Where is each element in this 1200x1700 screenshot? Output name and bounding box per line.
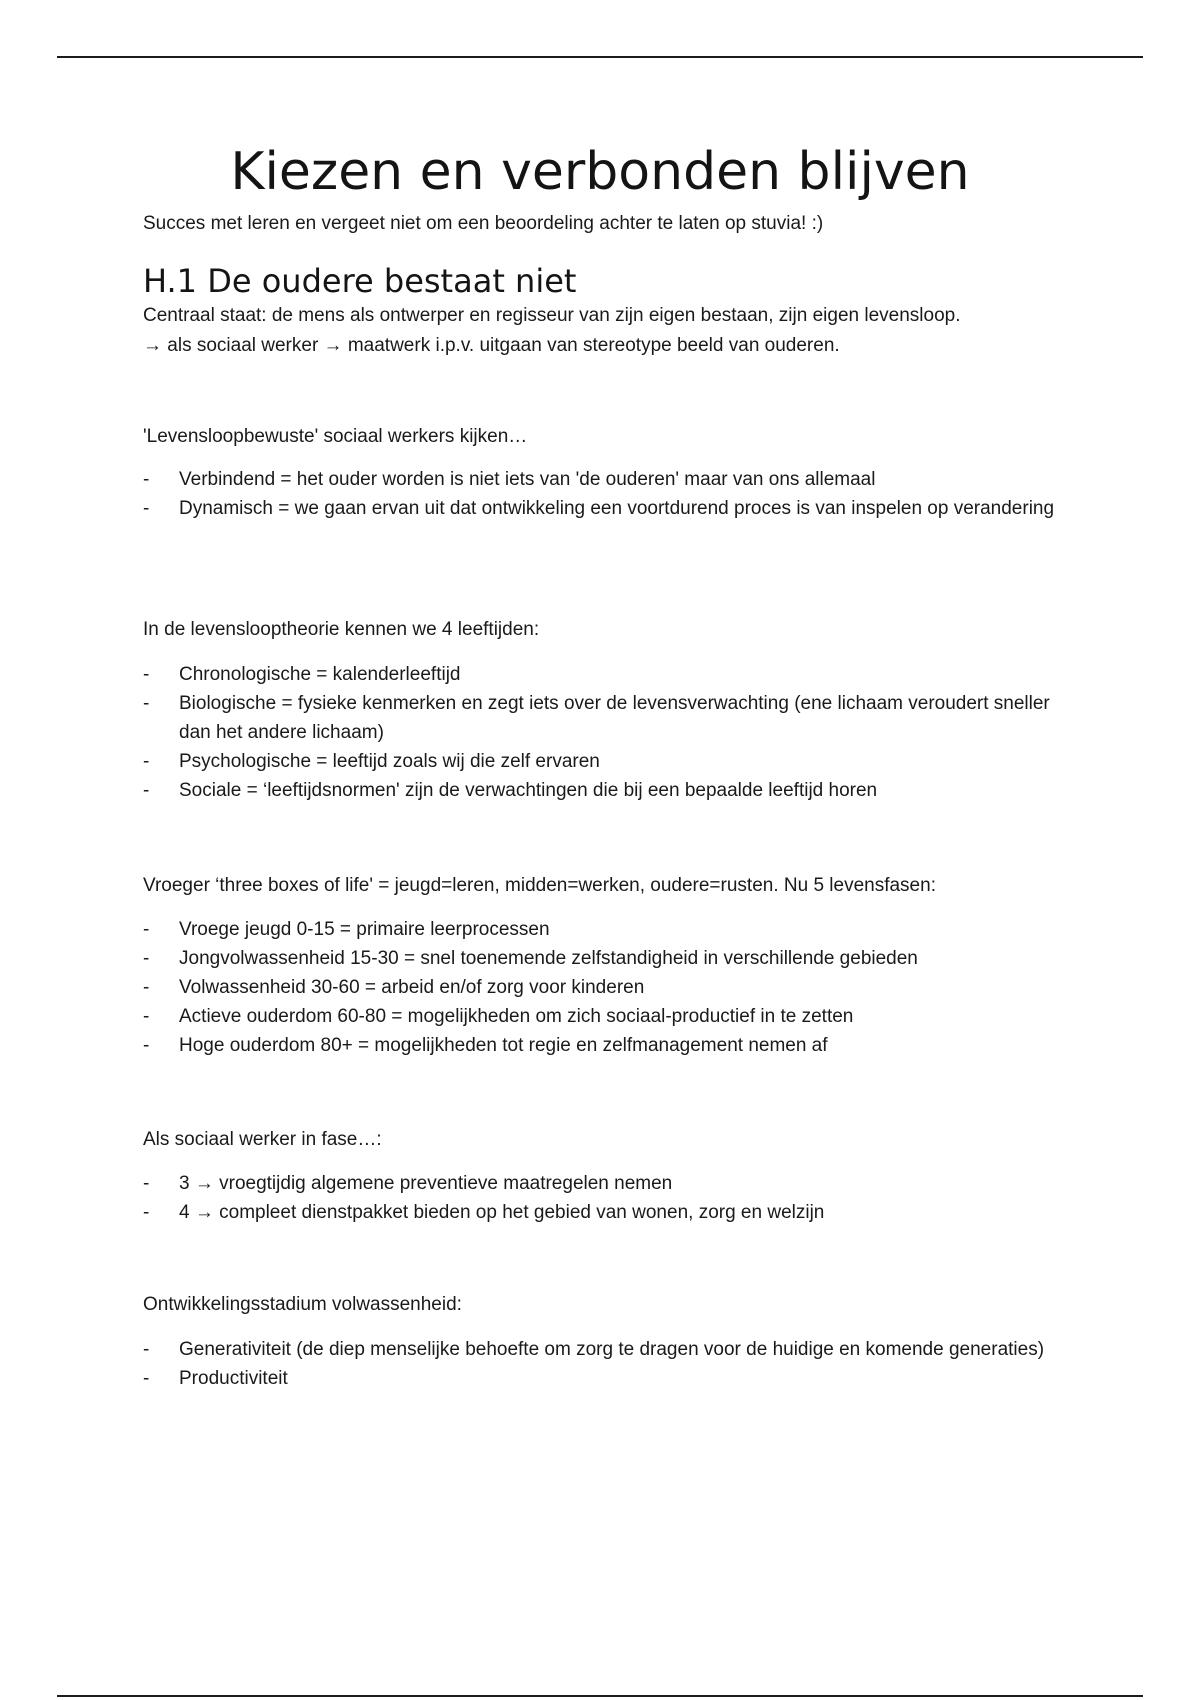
- list-item: [143, 944, 1073, 973]
- list-item: [143, 915, 1073, 944]
- list-item: [143, 494, 1073, 523]
- bullet-dash: -: [143, 498, 150, 519]
- bullet-dash: -: [143, 1173, 150, 1194]
- list-item: [143, 689, 1073, 747]
- list-item-text: 4 → compleet dienstpakket bieden op het gebied van wonen, zorg en welzijn: [179, 1202, 825, 1223]
- bullet-dash: -: [143, 1035, 150, 1056]
- bullet-dash: -: [143, 664, 150, 685]
- block-lead-leeftijden: In de levenslooptheorie kennen we 4 leeftijden:: [143, 619, 540, 640]
- bullet-dash: -: [143, 1339, 150, 1360]
- bullet-list-levensfasen: [143, 915, 1073, 1060]
- list-item: [143, 1002, 1073, 1031]
- list-item: [143, 465, 1073, 494]
- bullet-dash: -: [143, 977, 150, 998]
- bullet-dash: -: [143, 1368, 150, 1389]
- section-intro-line-2: → als sociaal werker → maatwerk i.p.v. uitgaan van stereotype beeld van ouderen.: [143, 335, 840, 356]
- block-lead-levensfasen: Vroeger ‘three boxes of life' = jeugd=leren, midden=werken, oudere=rusten. Nu 5 levensfasen:: [143, 875, 936, 896]
- list-item: [143, 1169, 1073, 1198]
- document-title: Kiezen en verbonden blijven: [230, 142, 970, 202]
- bullet-dash: -: [143, 780, 150, 801]
- list-item-text: Chronologische = kalenderleeftijd: [179, 664, 461, 685]
- bullet-dash: -: [143, 1006, 150, 1027]
- bullet-dash: -: [143, 1202, 150, 1223]
- footer-rule: [57, 1695, 1143, 1697]
- bullet-list-volwassenheid: [143, 1335, 1073, 1393]
- list-item-text: Jongvolwassenheid 15-30 = snel toenemende zelfstandigheid in verschillende gebieden: [179, 948, 918, 969]
- bullet-list-levensloopbewust: [143, 465, 1073, 523]
- list-item-text: Dynamisch = we gaan ervan uit dat ontwikkeling een voortdurend proces is van inspelen op verandering: [179, 498, 1055, 519]
- list-item-text: Generativiteit (de diep menselijke behoefte om zorg te dragen voor de huidige en komende generaties): [179, 1339, 1045, 1360]
- list-item-text: Psychologische = leeftijd zoals wij die zelf ervaren: [179, 751, 600, 772]
- list-item-text: Productiviteit: [179, 1368, 288, 1389]
- list-item-text: Vroege jeugd 0-15 = primaire leerprocessen: [179, 919, 550, 940]
- list-item-text: Verbindend = het ouder worden is niet iets van 'de ouderen' maar van ons allemaal: [179, 469, 876, 490]
- bullet-list-fase: [143, 1169, 1073, 1227]
- bullet-list-leeftijden: [143, 660, 1073, 805]
- block-lead-levensloopbewust: 'Levensloopbewuste' sociaal werkers kijken…: [143, 426, 528, 447]
- document-subtitle: Succes met leren en vergeet niet om een beoordeling achter te laten op stuvia! :): [143, 213, 824, 234]
- bullet-dash: -: [143, 469, 150, 490]
- list-item-text: Biologische = fysieke kenmerken en zegt iets over de levensverwachting (ene lichaam veroudert sneller dan het andere lichaam): [179, 693, 1050, 743]
- section-heading: H.1 De oudere bestaat niet: [143, 262, 577, 300]
- list-item-text: Sociale = ‘leeftijdsnormen' zijn de verwachtingen die bij een bepaalde leeftijd horen: [179, 780, 878, 801]
- list-item-text: Volwassenheid 30-60 = arbeid en/of zorg voor kinderen: [179, 977, 645, 998]
- section-intro-line-1: Centraal staat: de mens als ontwerper en regisseur van zijn eigen bestaan, zijn eigen levensloop.: [143, 305, 961, 326]
- list-item: [143, 1335, 1073, 1364]
- list-item-text: 3 → vroegtijdig algemene preventieve maatregelen nemen: [179, 1173, 673, 1194]
- list-item-text: Actieve ouderdom 60-80 = mogelijkheden om zich sociaal-productief in te zetten: [179, 1006, 854, 1027]
- bullet-dash: -: [143, 948, 150, 969]
- list-item: [143, 1364, 1073, 1393]
- list-item-text: Hoge ouderdom 80+ = mogelijkheden tot regie en zelfmanagement nemen af: [179, 1035, 828, 1056]
- list-item: [143, 1031, 1073, 1060]
- bullet-dash: -: [143, 693, 150, 714]
- bullet-dash: -: [143, 919, 150, 940]
- list-item: [143, 747, 1073, 776]
- header-rule: [57, 56, 1143, 58]
- list-item: [143, 776, 1073, 805]
- list-item: [143, 973, 1073, 1002]
- list-item: [143, 660, 1073, 689]
- block-lead-volwassenheid: Ontwikkelingsstadium volwassenheid:: [143, 1294, 462, 1315]
- bullet-dash: -: [143, 751, 150, 772]
- list-item: [143, 1198, 1073, 1227]
- block-lead-fase: Als sociaal werker in fase…:: [143, 1129, 382, 1150]
